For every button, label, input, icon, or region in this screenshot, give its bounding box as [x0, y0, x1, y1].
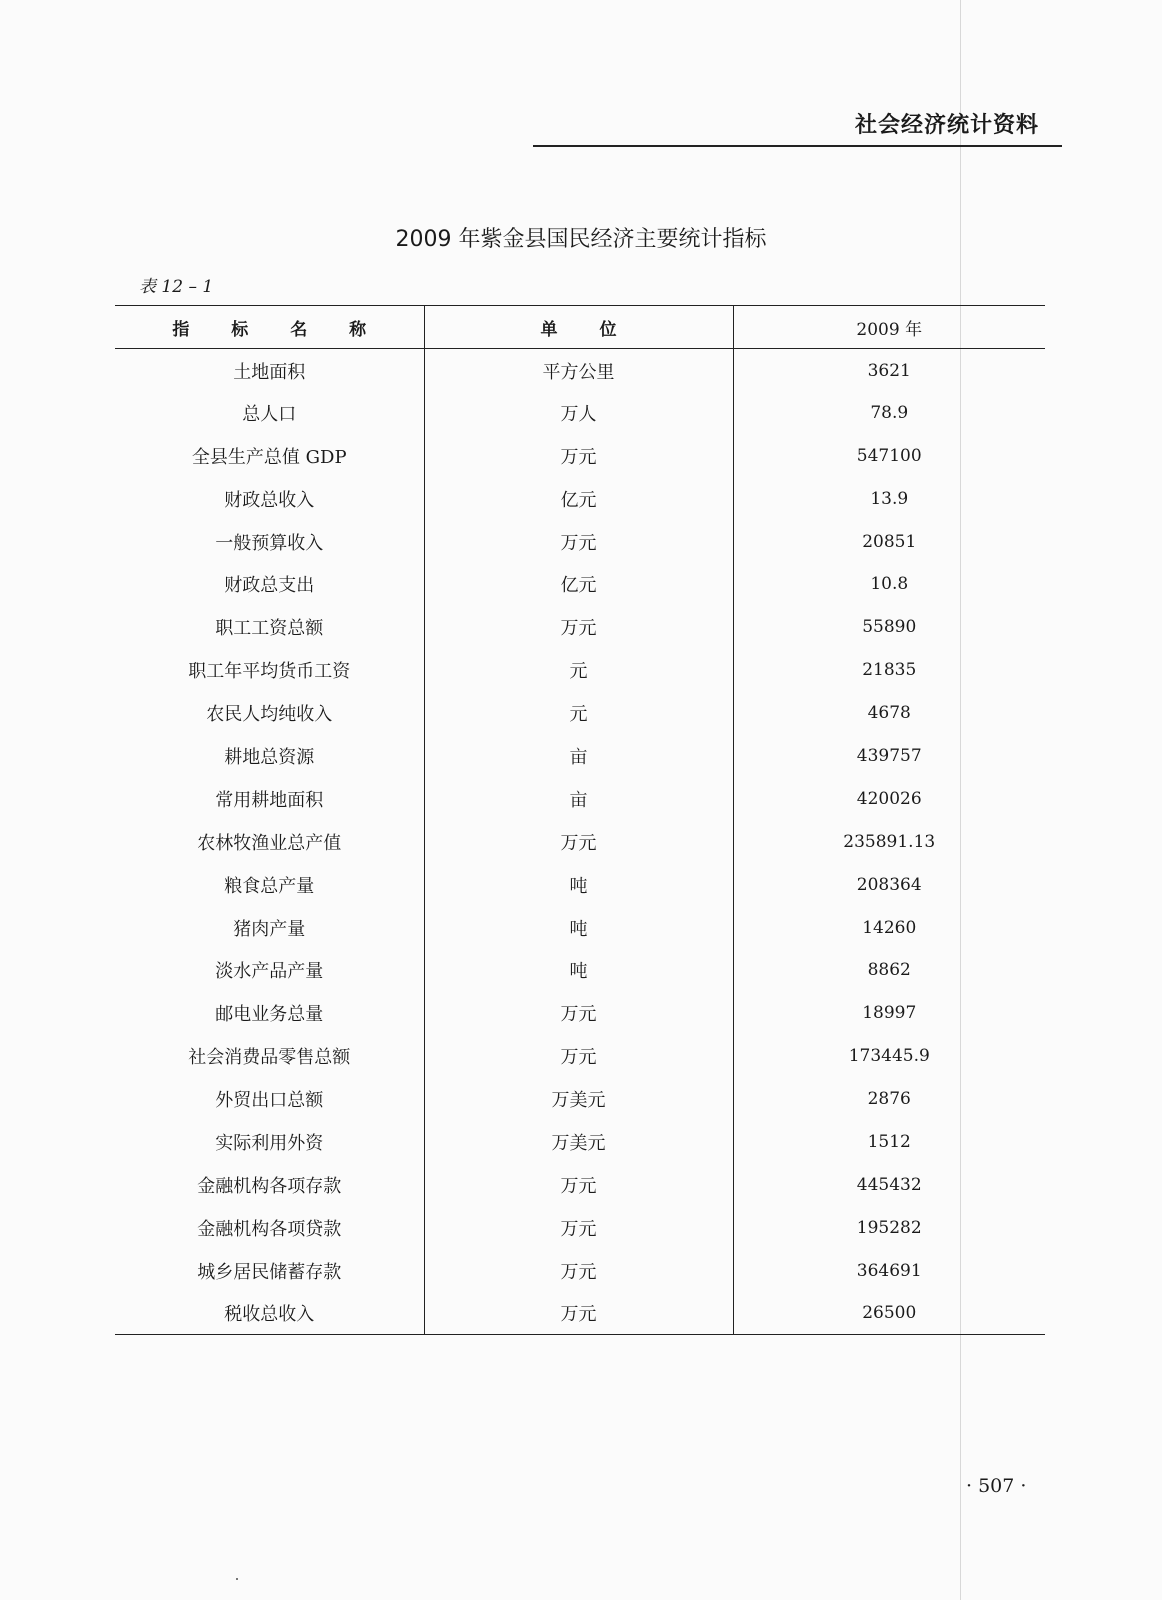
- table-row: [115, 777, 1045, 820]
- scan-speck: [236, 1578, 238, 1580]
- table-number: 表 12 – 1: [139, 277, 214, 297]
- table-row: [115, 820, 1045, 863]
- table-row: [115, 1078, 1045, 1121]
- header-rule: [533, 145, 1062, 147]
- cell-value: 4678: [867, 703, 911, 724]
- cell-indicator: 耕地总资源: [115, 735, 424, 778]
- cell-indicator: 金融机构各项存款: [115, 1163, 424, 1206]
- cell-value: 173445.9: [848, 1046, 930, 1067]
- cell-indicator: 邮电业务总量: [115, 992, 424, 1035]
- cell-value: 547100: [856, 445, 922, 466]
- table-row: [115, 1292, 1045, 1335]
- cell-unit: 吨: [424, 906, 733, 949]
- cell-indicator: 财政总收入: [115, 477, 424, 520]
- cell-value: 13.9: [870, 488, 909, 509]
- cell-value: 420026: [856, 788, 922, 809]
- cell-indicator: 淡水产品产量: [115, 949, 424, 992]
- cell-indicator: 金融机构各项贷款: [115, 1206, 424, 1249]
- table-row: [115, 649, 1045, 692]
- cell-indicator: 一般预算收入: [115, 520, 424, 563]
- cell-indicator: 粮食总产量: [115, 863, 424, 906]
- column-header-unit: 单 位: [424, 306, 733, 349]
- table-row: [115, 1121, 1045, 1164]
- cell-unit: 万元: [424, 1035, 733, 1078]
- cell-indicator: 实际利用外资: [115, 1121, 424, 1164]
- cell-indicator: 总人口: [115, 391, 424, 434]
- cell-value: 235891.13: [843, 831, 936, 852]
- cell-indicator: 财政总支出: [115, 563, 424, 606]
- cell-value: 1512: [867, 1131, 911, 1152]
- cell-value: 195282: [856, 1217, 922, 1238]
- cell-value: 3621: [867, 361, 911, 382]
- cell-indicator: 猪肉产量: [115, 906, 424, 949]
- table-row: [115, 863, 1045, 906]
- cell-unit: 万元: [424, 434, 733, 477]
- cell-value: 208364: [856, 874, 922, 895]
- table-row: [115, 520, 1045, 563]
- cell-unit: 万人: [424, 391, 733, 434]
- cell-indicator: 职工工资总额: [115, 606, 424, 649]
- cell-indicator: 全县生产总值 GDP: [115, 434, 424, 477]
- table-row: [115, 949, 1045, 992]
- cell-unit: 平方公里: [424, 349, 733, 392]
- table-row: [115, 735, 1045, 778]
- table-row: [115, 1035, 1045, 1078]
- table-row: [115, 1249, 1045, 1292]
- column-header-year: 2009 年: [733, 306, 1045, 349]
- cell-unit: 吨: [424, 863, 733, 906]
- cell-value: 20851: [862, 531, 917, 552]
- cell-unit: 万元: [424, 1206, 733, 1249]
- cell-indicator: 税收总收入: [115, 1292, 424, 1335]
- cell-indicator: 土地面积: [115, 349, 424, 392]
- cell-unit: 亿元: [424, 563, 733, 606]
- cell-indicator: 外贸出口总额: [115, 1078, 424, 1121]
- table-row: [115, 606, 1045, 649]
- cell-unit: 万元: [424, 1163, 733, 1206]
- cell-unit: 吨: [424, 949, 733, 992]
- cell-value: 21835: [862, 660, 917, 681]
- cell-unit: 元: [424, 649, 733, 692]
- table-row: [115, 477, 1045, 520]
- cell-value: 364691: [856, 1260, 922, 1281]
- cell-value: 18997: [862, 1003, 917, 1024]
- table-row: [115, 391, 1045, 434]
- cell-value: 8862: [867, 960, 911, 981]
- cell-value: 78.9: [870, 402, 909, 423]
- table-row: [115, 563, 1045, 606]
- cell-unit: 万元: [424, 992, 733, 1035]
- cell-unit: 亿元: [424, 477, 733, 520]
- cell-indicator: 农民人均纯收入: [115, 692, 424, 735]
- cell-indicator: 常用耕地面积: [115, 777, 424, 820]
- table-body: [115, 349, 1045, 1335]
- cell-indicator: 职工年平均货币工资: [115, 649, 424, 692]
- cell-unit: 元: [424, 692, 733, 735]
- cell-value: 10.8: [870, 574, 909, 595]
- cell-indicator: 城乡居民储蓄存款: [115, 1249, 424, 1292]
- table-row: [115, 906, 1045, 949]
- cell-unit: 万元: [424, 820, 733, 863]
- running-header: 社会经济统计资料: [855, 113, 1040, 138]
- table-row: [115, 1163, 1045, 1206]
- cell-unit: 万元: [424, 1292, 733, 1335]
- table-row: [115, 1206, 1045, 1249]
- column-header-indicator: 指 标 名 称: [115, 306, 424, 349]
- cell-value: 26500: [733, 1292, 1045, 1335]
- cell-unit: 万元: [424, 520, 733, 563]
- table-row: [115, 349, 1045, 392]
- cell-unit: 万元: [424, 1249, 733, 1292]
- cell-value: 14260: [862, 917, 917, 938]
- table-row: [115, 992, 1045, 1035]
- cell-value: 439757: [856, 745, 922, 766]
- table-row: [115, 692, 1045, 735]
- cell-value: 55890: [862, 617, 917, 638]
- cell-unit: 亩: [424, 735, 733, 778]
- cell-unit: 万美元: [424, 1078, 733, 1121]
- table-row: [115, 434, 1045, 477]
- cell-unit: 万美元: [424, 1121, 733, 1164]
- cell-unit: 亩: [424, 777, 733, 820]
- cell-value: 445432: [856, 1174, 922, 1195]
- table-header-row: [115, 306, 1045, 349]
- cell-value: 2876: [867, 1089, 911, 1110]
- cell-indicator: 社会消费品零售总额: [115, 1035, 424, 1078]
- table-title: 2009 年紫金县国民经济主要统计指标: [395, 227, 767, 252]
- page-number: · 507 ·: [966, 1475, 1027, 1497]
- statistics-table: [115, 305, 1045, 1335]
- cell-indicator: 农林牧渔业总产值: [115, 820, 424, 863]
- cell-unit: 万元: [424, 606, 733, 649]
